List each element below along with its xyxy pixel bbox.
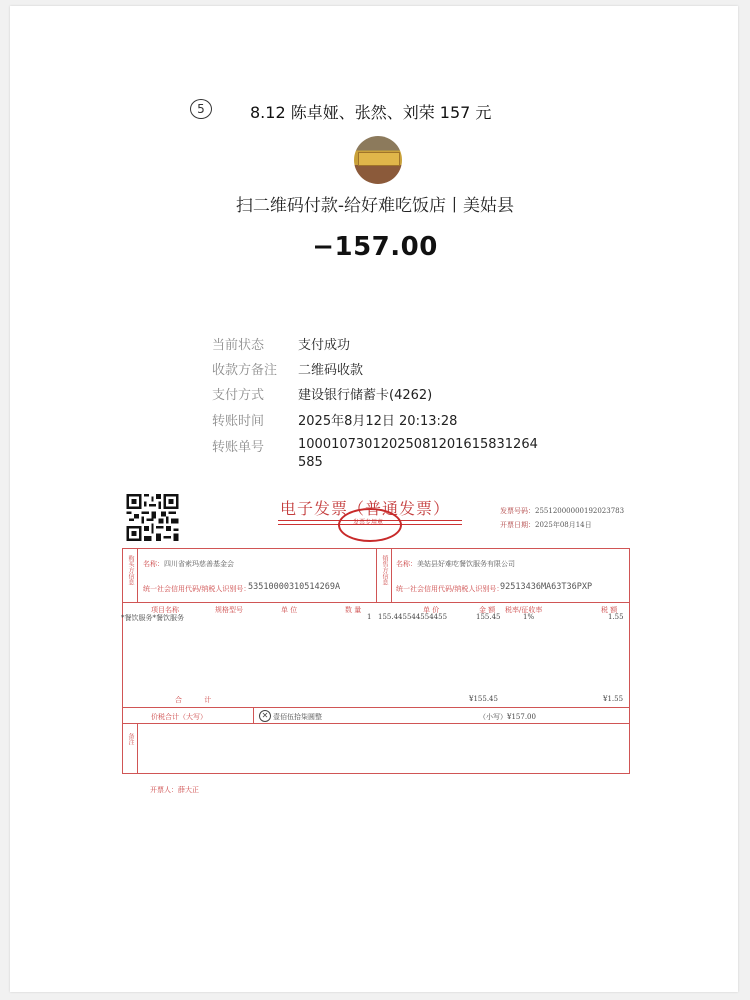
- invoice-table: [122, 548, 630, 774]
- invoice-number-value: 25512000000192023783: [535, 507, 625, 515]
- col-qty: 数 量: [345, 606, 362, 614]
- item-amount: 155.45: [476, 613, 501, 621]
- item-qty: 1: [367, 613, 372, 621]
- merchant-title: 扫二维码付款-给好难吃饭店丨美姑县: [235, 196, 515, 216]
- seller-name-row: [396, 559, 515, 569]
- buyer-tax-value: 53510000310514269A: [248, 582, 341, 592]
- item-name: *餐饮服务*餐饮服务: [121, 614, 184, 622]
- payment-amount: −157.00: [312, 232, 438, 262]
- status-value: 支付成功: [298, 338, 351, 353]
- qr-code-icon: [126, 494, 179, 541]
- buyer-name-row: [143, 559, 234, 569]
- grand-total-lower: （小写）¥157.00: [479, 713, 536, 721]
- handwritten-note: 8.12 陈卓娅、张然、刘荣 157 元: [250, 103, 492, 122]
- total-amount: ¥155.45: [469, 695, 498, 703]
- seller-tax-label: 统一社会信用代码/纳税人识别号：: [396, 585, 504, 593]
- invoice-number-row: [500, 506, 624, 516]
- invoice-date-value: 2025年08月14日: [535, 521, 592, 529]
- item-tax: 1.55: [608, 613, 624, 621]
- payment-method-label: 支付方式: [212, 388, 265, 403]
- payment-method-value: 建设银行储蓄卡(4262): [298, 388, 433, 403]
- order-number-value: 10001073012025081201615831264585: [298, 437, 538, 470]
- invoice-title: 电子发票（普通发票）: [280, 499, 451, 518]
- order-number-label: 转账单号: [212, 440, 265, 455]
- cross-circle-icon: ✕: [259, 710, 271, 722]
- total-tax: ¥1.55: [603, 695, 624, 703]
- remark-label: 备注: [127, 733, 134, 745]
- seller-tax-value: 92513436MA63T36PXP: [500, 582, 593, 592]
- col-spec: 规格型号: [215, 606, 243, 614]
- seller-section-label: 销售方信息: [381, 555, 388, 585]
- invoice-seal-text: 发票专用章: [352, 519, 383, 526]
- col-price: 单 价: [423, 606, 440, 614]
- col-tax: 税 额: [601, 606, 618, 614]
- col-item-name: 项目名称: [151, 606, 179, 614]
- buyer-name-label: 名称：: [143, 560, 164, 568]
- col-unit: 单 位: [281, 606, 298, 614]
- item-tax-rate: 1%: [523, 613, 535, 621]
- status-label: 当前状态: [212, 338, 265, 353]
- transfer-time-label: 转账时间: [212, 414, 265, 429]
- circled-number-mark: 5: [190, 99, 212, 119]
- item-price: 155.445544554455: [378, 613, 448, 621]
- payee-remark-value: 二维码收款: [298, 363, 364, 378]
- payee-remark-label: 收款方备注: [212, 363, 278, 378]
- col-amount: 金 额: [479, 606, 496, 614]
- issuer-name: 开票人：薛大正: [150, 786, 199, 794]
- grand-total-label: 价税合计（大写）: [151, 713, 207, 721]
- buyer-tax-label: 统一社会信用代码/纳税人识别号：: [143, 585, 251, 593]
- invoice-date-label: 开票日期：: [500, 521, 535, 529]
- seller-name-value: 美姑县好难吃餐饮服务有限公司: [417, 560, 515, 568]
- buyer-section-label: 购买方信息: [127, 555, 134, 585]
- transfer-time-value: 2025年8月12日 20:13:28: [298, 414, 458, 429]
- total-label: 合 计: [175, 696, 222, 704]
- col-tax-rate: 税率/征收率: [505, 606, 543, 614]
- grand-total-upper: 壹佰伍拾柒圆整: [273, 713, 322, 721]
- merchant-avatar: [354, 136, 402, 184]
- buyer-name-value: 四川省索玛慈善基金会: [164, 560, 234, 568]
- invoice-number-label: 发票号码：: [500, 507, 535, 515]
- invoice-date-row: [500, 520, 592, 530]
- seller-name-label: 名称：: [396, 560, 417, 568]
